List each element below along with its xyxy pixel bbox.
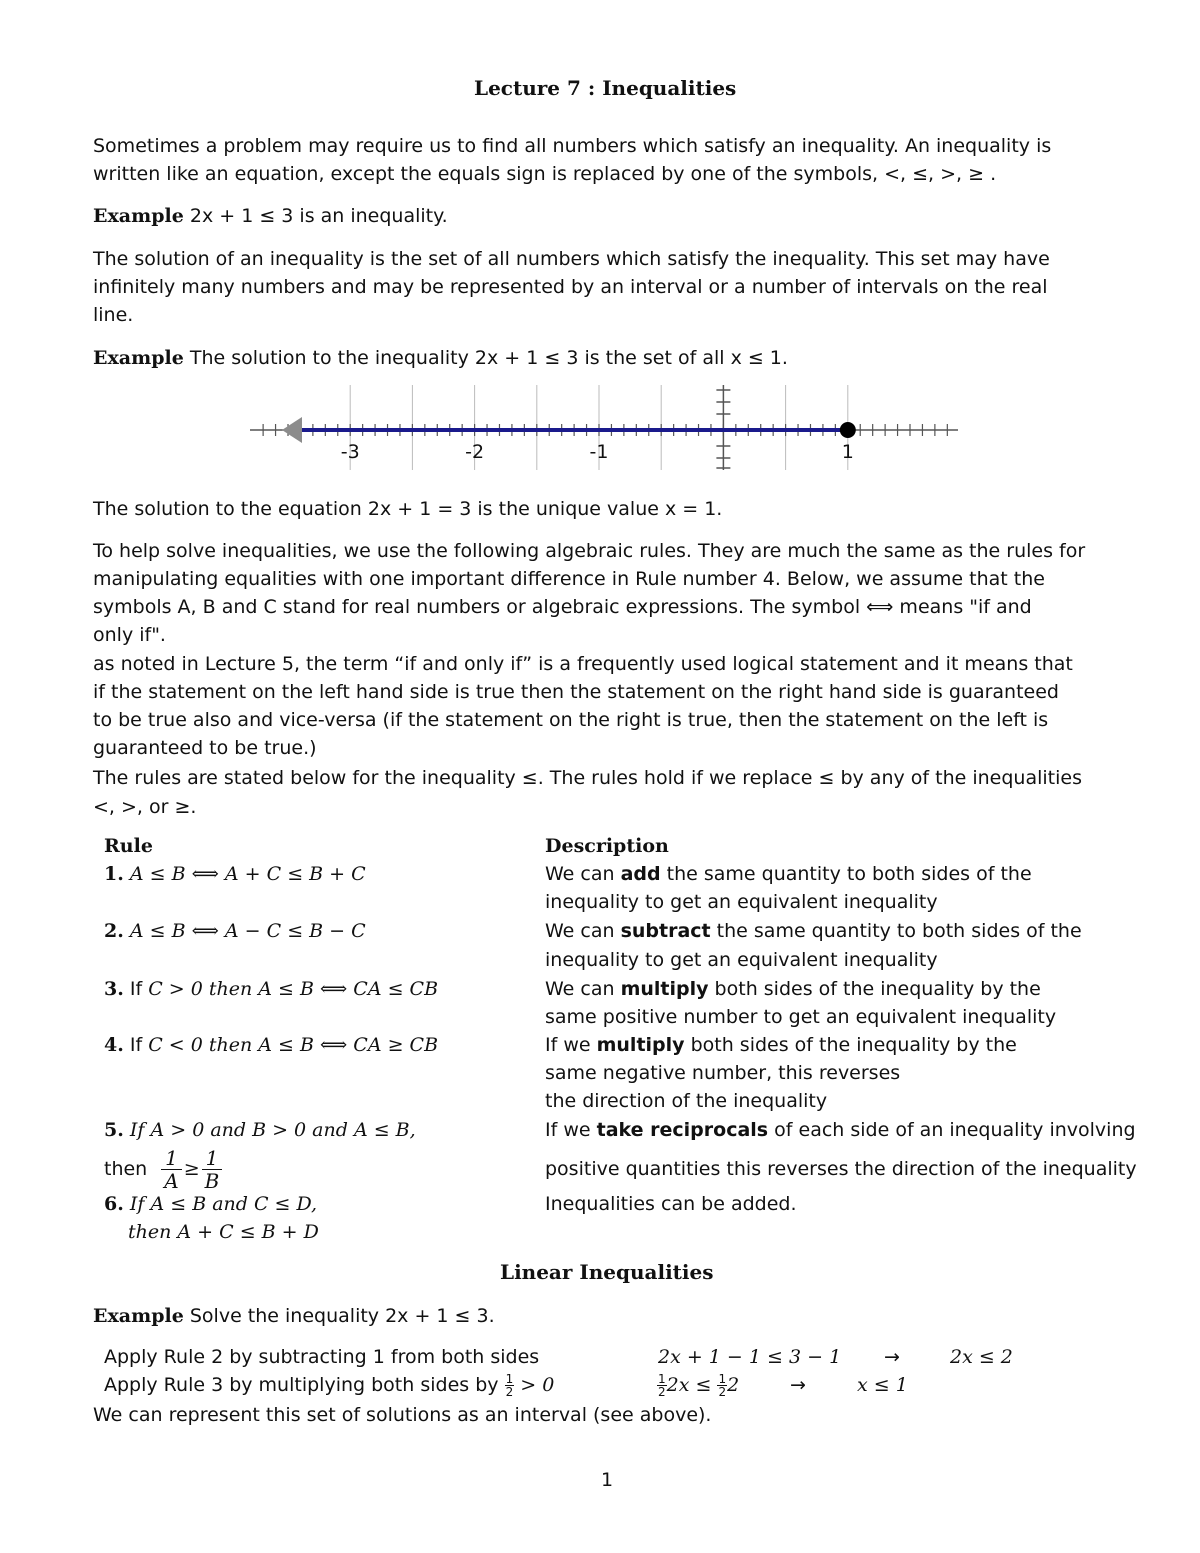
rule-number: 6.: [104, 1193, 124, 1215]
rule-3-description: [545, 975, 1041, 1003]
rule-3-description-line-2: same positive number to get an equivalent inequality: [545, 1006, 1057, 1028]
desc-text: both sides of the inequality by the: [708, 978, 1041, 1000]
rule-5-description: [545, 1116, 1136, 1144]
desc-text: If we: [545, 1119, 597, 1141]
rule-number: 2.: [104, 920, 124, 942]
desc-text: both sides of the inequality by the: [684, 1034, 1017, 1056]
step-1-result: 2x ≤ 2: [950, 1346, 1013, 1368]
rule-4-description-line-2: same negative number, this reverses: [545, 1062, 901, 1084]
example-1-text: 2x + 1 ≤ 3 is an inequality.: [189, 205, 448, 227]
fraction-one-half: [657, 1373, 667, 1398]
step-1-expression: 2x + 1 − 1 ≤ 3 − 1: [658, 1346, 842, 1368]
desc-text: the same quantity to both sides of the: [710, 920, 1082, 942]
rules-header-description: Description: [545, 835, 669, 857]
rules-intro-line-7: to be true also and vice-versa (if the statement on the right is true, then the statement on the left is: [93, 709, 1049, 731]
tick-label: -2: [465, 441, 485, 463]
fraction-numerator: 1: [658, 1372, 666, 1386]
desc-text: the same quantity to both sides of the: [660, 863, 1032, 885]
rules-intro-line-10: <, >, or ≥.: [93, 796, 197, 818]
tick-label: -1: [589, 441, 609, 463]
desc-emphasis: multiply: [596, 1034, 685, 1056]
fraction-one-half: [505, 1373, 515, 1398]
rule-1-description-line-2: inequality to get an equivalent inequality: [545, 891, 938, 913]
intro-line-1: Sometimes a problem may require us to find all numbers which satisfy an inequality. An inequality is: [93, 135, 1052, 157]
step-expression-right: 2: [727, 1374, 740, 1396]
number-line-solution: [282, 417, 856, 443]
desc-text: We can: [545, 920, 621, 942]
fraction-denominator: 2: [718, 1385, 727, 1399]
fraction-numerator: 1: [718, 1372, 727, 1386]
rules-intro-line-1: To help solve inequalities, we use the following algebraic rules. They are much the same as the rules for: [93, 540, 1086, 562]
rule-prefix: If: [129, 1034, 149, 1056]
fraction-denominator: B: [204, 1168, 220, 1193]
step-condition: > 0: [520, 1374, 555, 1396]
rule-6-description: Inequalities can be added.: [545, 1193, 797, 1215]
rule-number: 5.: [104, 1119, 124, 1141]
fraction-one-half: [717, 1373, 727, 1398]
rule-number: 4.: [104, 1034, 124, 1056]
solution-def-line-1: The solution of an inequality is the set of all numbers which satisfy the inequality. This set may have: [93, 248, 1050, 270]
fraction-numerator: 1: [505, 1372, 514, 1386]
fraction-denominator: 2: [505, 1385, 514, 1399]
example-1: [93, 202, 448, 230]
fraction-numerator: 1: [161, 1147, 181, 1170]
page-title: Lecture 7 : Inequalities: [474, 76, 737, 100]
rules-intro-line-4: only if".: [93, 624, 166, 646]
rules-header-rule: Rule: [104, 835, 153, 857]
rule-5-line-2: [104, 1145, 222, 1193]
rule-expression: If A ≤ B and C ≤ D,: [129, 1193, 318, 1215]
step-1-text: Apply Rule 2 by subtracting 1 from both sides: [104, 1346, 540, 1368]
rule-1-description: [545, 860, 1032, 888]
rule-2-description-line-2: inequality to get an equivalent inequality: [545, 949, 938, 971]
fraction-one-over-a: [161, 1147, 181, 1192]
solution-def-line-2: infinitely many numbers and may be represented by an interval or a number of intervals on the real: [93, 276, 1048, 298]
interval-note: We can represent this set of solutions as an interval (see above).: [93, 1404, 712, 1426]
rule-expression: If A > 0 and B > 0 and A ≤ B,: [129, 1119, 416, 1141]
rule-5-description-line-2: positive quantities this reverses the direction of the inequality: [545, 1158, 1137, 1180]
page-number: 1: [601, 1469, 614, 1491]
desc-text: of each side of an inequality involving: [768, 1119, 1136, 1141]
rule-number: 3.: [104, 978, 124, 1000]
rules-intro-line-6: if the statement on the left hand side is true then the statement on the right hand side is guaranteed: [93, 681, 1059, 703]
rule-4-description-line-3: the direction of the inequality: [545, 1090, 828, 1112]
rule-6: [104, 1190, 317, 1218]
rule-5: [104, 1116, 416, 1144]
step-2-expression: [657, 1371, 739, 1399]
intro-line-2: written like an equation, except the equals sign is replaced by one of the symbols, <, ≤, >, ≥ .: [93, 163, 997, 185]
rule-4-description: [545, 1031, 1017, 1059]
desc-emphasis: multiply: [620, 978, 709, 1000]
step-2-text: [104, 1371, 554, 1399]
fraction-operator: ≥: [183, 1158, 200, 1180]
equation-solution: The solution to the equation 2x + 1 = 3 is the unique value x = 1.: [93, 498, 723, 520]
desc-emphasis: add: [620, 863, 661, 885]
example-label: Example: [93, 1305, 184, 1327]
rule-3: [104, 975, 438, 1003]
desc-emphasis: subtract: [620, 920, 711, 942]
rule-expression: A ≤ B ⟺ A + C ≤ B + C: [129, 863, 366, 885]
rules-intro-line-5: as noted in Lecture 5, the term “if and only if” is a frequently used logical statement and it means that: [93, 653, 1073, 675]
rules-intro-line-3: symbols A, B and C stand for real numbers or algebraic expressions. The symbol ⟺ means "if and: [93, 596, 1032, 618]
rule-6-line-2: then A + C ≤ B + D: [128, 1221, 319, 1243]
rule-prefix: If: [129, 978, 149, 1000]
rule-4: [104, 1031, 438, 1059]
desc-emphasis: take reciprocals: [596, 1119, 769, 1141]
example-3: [93, 1302, 495, 1330]
number-line-figure: [240, 380, 970, 475]
section-heading-linear-inequalities: Linear Inequalities: [500, 1260, 714, 1284]
rule-number: 1.: [104, 863, 124, 885]
rule-1: [104, 860, 366, 888]
example-label: Example: [93, 347, 184, 369]
example-2-text: The solution to the inequality 2x + 1 ≤ 3 is the set of all x ≤ 1.: [189, 347, 788, 369]
rule-2-description: [545, 917, 1082, 945]
step-expression-left: 2x ≤: [666, 1374, 712, 1396]
example-3-text: Solve the inequality 2x + 1 ≤ 3.: [189, 1305, 495, 1327]
rule-expression: C < 0 then A ≤ B ⟺ CA ≥ CB: [148, 1034, 439, 1056]
step-2-arrow: →: [790, 1374, 806, 1396]
example-label: Example: [93, 205, 184, 227]
example-2: [93, 344, 788, 372]
fraction-denominator: A: [164, 1168, 179, 1193]
desc-text: We can: [545, 978, 621, 1000]
step-text: Apply Rule 3 by multiplying both sides by: [104, 1374, 499, 1396]
fraction-one-over-b: [202, 1147, 223, 1192]
number-line-labels: [341, 441, 854, 463]
solution-def-line-3: line.: [93, 304, 134, 326]
rule-then: then: [104, 1158, 148, 1180]
fraction-numerator: 1: [202, 1147, 223, 1170]
tick-label: 1: [841, 441, 854, 463]
rule-2: [104, 917, 366, 945]
rule-expression: A ≤ B ⟺ A − C ≤ B − C: [129, 920, 366, 942]
fraction-denominator: 2: [658, 1385, 666, 1399]
rules-intro-line-9: The rules are stated below for the inequality ≤. The rules hold if we replace ≤ by any of the inequalities: [93, 767, 1082, 789]
step-1-arrow: →: [884, 1346, 900, 1368]
rules-intro-line-8: guaranteed to be true.): [93, 737, 317, 759]
rule-expression: C > 0 then A ≤ B ⟺ CA ≤ CB: [148, 978, 439, 1000]
desc-text: If we: [545, 1034, 597, 1056]
rules-intro-line-2: manipulating equalities with one important difference in Rule number 4. Below, we assume that the: [93, 568, 1045, 590]
solution-endpoint: [840, 422, 856, 438]
step-2-result: x ≤ 1: [857, 1374, 908, 1396]
desc-text: We can: [545, 863, 621, 885]
arrow-head-left: [282, 417, 302, 443]
tick-label: -3: [340, 441, 360, 463]
